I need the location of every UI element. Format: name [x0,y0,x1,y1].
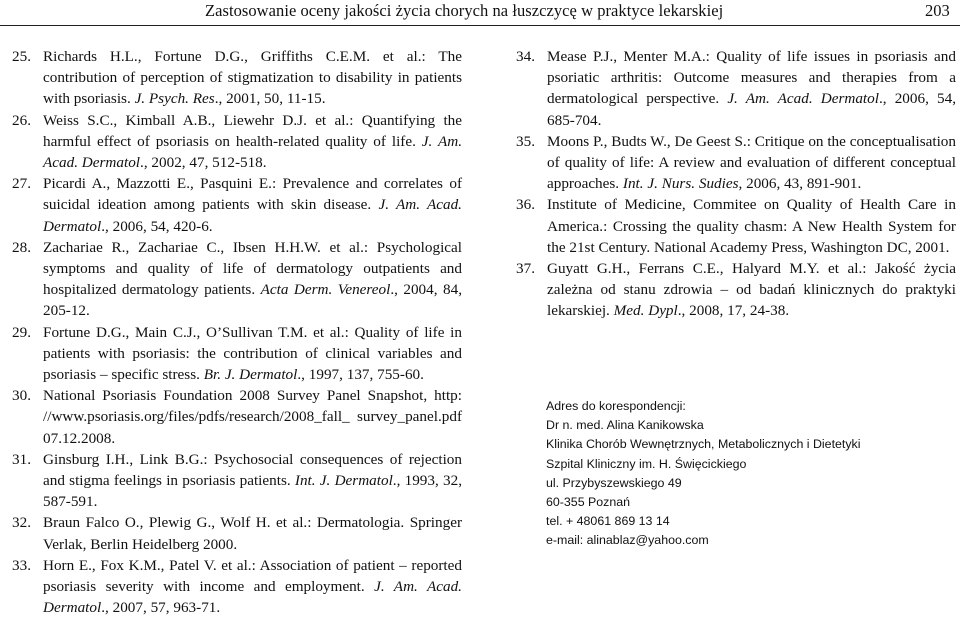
reference-item [6,385,462,449]
reference-text: ., 2001, 50, 11-15. [214,90,326,108]
reference-text: Guyatt G.H., Ferrans C.E., Halyard M.Y. et al.: Jakość życia zależna od stanu zdrowia – od badań klinicznych do praktyki lekarskiej. [547,260,956,320]
reference-number: 26. [12,111,31,129]
reference-text: Institute of Medicine, Commitee on Quality of Health Care in America.: Crossing the quality chasm: A New Health System for the 21st Century. National Academy Press, Washington DC, 2001. [547,196,956,256]
references-right-column [510,46,956,322]
reference-item [510,46,956,131]
clinic-name: Klinika Chorób Wewnętrznych, Metabolicznych i Dietetyki [546,437,861,452]
reference-text: ., 2006, 54, 685-704. [547,90,956,129]
reference-number: 36. [516,196,535,214]
reference-number: 33. [12,556,31,574]
running-header [0,0,960,22]
reference-item [6,237,462,322]
reference-journal: J. Am. Acad. Dermatol [727,90,879,108]
reference-text: ., 2004, 84, 205-12. [43,281,462,320]
reference-item [510,258,956,322]
reference-number: 27. [12,175,31,193]
reference-item [6,512,462,554]
reference-item [6,555,462,619]
reference-number: 29. [12,323,31,341]
reference-journal: J. Am. Acad. Dermatol [43,132,463,172]
reference-text: Horn E., Fox K.M., Patel V. et al.: Association of patient – reported psoriasis severity with income and employment. [43,556,462,596]
reference-text: ., 1997, 137, 755-60. [297,366,424,384]
street-address: ul. Przybyszewskiego 49 [546,475,682,490]
reference-text: Braun Falco O., Plewig G., Wolf H. et al.: Dermatologia. Springer Verlak, Berlin Heidelberg 2000. [43,514,462,553]
running-title: Zastosowanie oceny jakości życia chorych na łuszczycę w praktyce lekarskiej [205,1,724,20]
reference-item [6,449,462,513]
reference-item [6,173,462,237]
phone-number: tel. + 48061 869 13 14 [546,514,670,529]
reference-number: 34. [516,48,535,65]
reference-journal: Int. J. Nurs. Sudies [622,175,739,193]
reference-number: 31. [12,450,31,468]
reference-item [6,110,462,174]
header-rule [0,25,960,26]
reference-number: 35. [516,132,535,150]
reference-text: ., 2006, 54, 420-6. [101,217,213,235]
city-address: 60-355 Poznań [546,495,631,510]
hospital-name: Szpital Kliniczny im. H. Święcickiego [546,456,747,471]
reference-number: 25. [12,48,31,65]
reference-number: 37. [516,260,535,278]
reference-journal: J. Am. Acad. Dermatol [43,196,462,235]
reference-text: Ginsburg I.H., Link B.G.: Psychosocial consequences of rejection and stigma feelings in psoriasis patients. [43,450,462,490]
reference-text: ., 1993, 32, 587-591. [43,472,463,511]
reference-text: Mease P.J., Menter M.A.: Quality of life issues in psoriasis and psoriatic arthritis: Outcome measures and therapies from a dermatological perspective. [547,48,956,108]
reference-number: 32. [12,514,31,532]
reference-text: ., 2008, 17, 24-38. [677,302,790,320]
reference-text: Fortune D.G., Main C.J., O’Sullivan T.M. et al.: Quality of life in patients with psoriasis: the contribution of clinical variables and psoriasis – specific stress. [43,323,462,384]
reference-journal: Med. Dypl [613,302,678,320]
reference-text: Picardi A., Mazzotti E., Pasquini E.: Prevalence and correlates of suicidal ideation among patients with skin disease. [43,175,462,214]
reference-text: Richards H.L., Fortune D.G., Griffiths C.E.M. et al.: The contribution of perception of stigmatization to disability in patients with psoriasis. [43,48,462,108]
page-number: 203 [925,1,950,20]
reference-text: Zachariae R., Zachariae C., Ibsen H.H.W. et al.: Psychological symptoms and quality of life of dermatology outpatients and hospitalized dermatology patients. [43,238,462,299]
reference-text: ., 2002, 47, 512-518. [140,154,267,172]
reference-text: National Psoriasis Foundation 2008 Survey Panel Snapshot, http: //www.psoriasis.org/files/pdfs/research/2008_fall_ survey_panel.pdf 07.12.2008. [43,387,462,447]
correspondence-heading: Adres do korespondencji: [546,399,686,413]
reference-text: Moons P., Budts W., De Geest S.: Critique on the conceptualisation of quality of life: A review and evaluation of different conceptual approaches. [547,132,956,193]
correspondence-address [546,397,861,551]
reference-item [6,46,462,110]
reference-text: ., 2007, 57, 963-71. [101,599,221,617]
reference-text: , 2006, 43, 891-901. [738,175,862,193]
email-address: e-mail: alinablaz@yahoo.com [546,533,709,548]
reference-item [510,131,956,195]
reference-journal: Int. J. Dermatol [294,472,393,490]
reference-journal: J. Am. Acad. Dermatol [43,578,462,617]
reference-item [6,322,462,386]
reference-number: 28. [12,238,31,256]
author-name: Dr n. med. Alina Kanikowska [546,418,704,433]
reference-number: 30. [12,387,31,405]
references-left-column [6,46,462,618]
reference-journal: Acta Derm. Venereol [260,281,391,299]
reference-journal: Br. J. Dermatol [203,366,298,384]
reference-item [510,194,956,258]
reference-journal: J. Psych. Res [134,90,215,108]
reference-text: Weiss S.C., Kimball A.B., Liewehr D.J. et al.: Quantifying the harmful effect of psoriasis on health-related quality of life. [43,111,462,150]
